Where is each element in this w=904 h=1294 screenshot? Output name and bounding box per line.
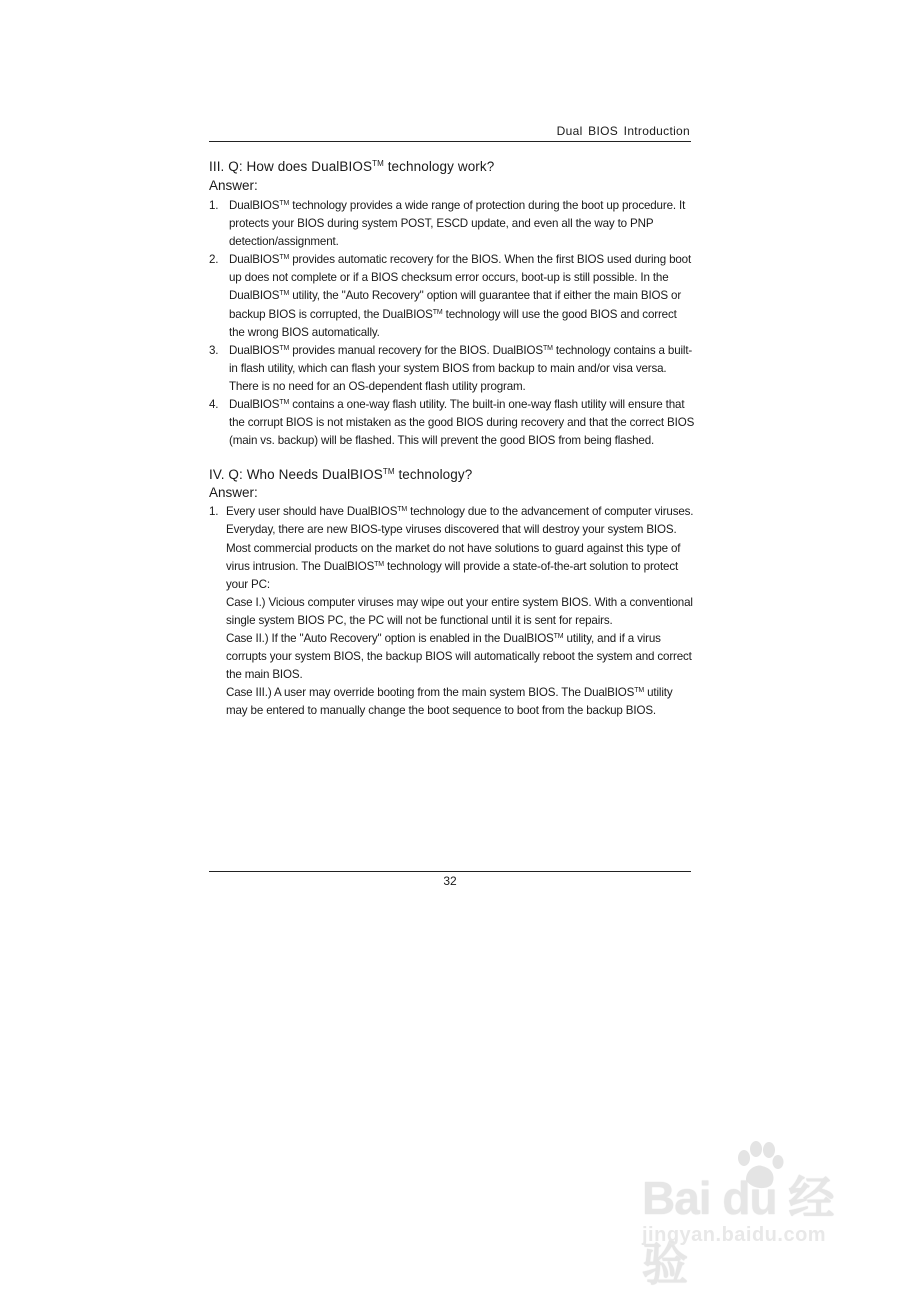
case-2-paragraph: Case II.) If the "Auto Recovery" option is enabled in the DualBIOS™ utility, and if a virus corrupts your system BIOS, the backup BIOS will automatically reboot the system and correct the main BIOS. xyxy=(226,631,692,682)
list-item: 2. DualBIOS™ provides automatic recovery for the BIOS. When the first BIOS used during boot up does not complete or if a BIOS checksum error occurs, boot-up is still possible. In the DualBIOS™ utility, the "Auto Recovery" option will guarantee that if either the main BIOS or backup BIOS is corrupted, the DualBIOS™ technology will use the good BIOS and correct the wrong BIOS automatically. xyxy=(209,253,692,339)
list-item: 3. DualBIOS™ provides manual recovery for the BIOS. DualBIOS™ technology contains a built-in flash utility, which can flash your system BIOS from backup to main and/or visa versa. There is no need for an OS-dependent flash utility program. xyxy=(209,343,693,393)
section-4-answer-list xyxy=(209,503,695,720)
case-3-paragraph: Case III.) A user may override booting from the main system BIOS. The DualBIOS™ utility may be entered to manually change the boot sequence to boot from the backup BIOS. xyxy=(226,686,673,718)
paragraph: Every user should have DualBIOS™ technology due to the advancement of computer viruses. xyxy=(226,505,694,519)
section-3-answer-list xyxy=(209,197,695,450)
section-3-title: III. Q: How does DualBIOS™ technology work? xyxy=(209,159,495,174)
list-item xyxy=(209,503,695,720)
watermark-url: jingyan.baidu.com xyxy=(642,1224,827,1246)
list-item-number: 1. xyxy=(209,199,219,212)
list-item-number: 3. xyxy=(209,343,219,357)
watermark-brand: Bai du 经验 xyxy=(642,1172,834,1290)
paragraph: Everyday, there are new BIOS-type viruses discovered that will destroy your system BIOS. Most commercial products on the market do not have solutions to guard against this type of virus intrusion. The DualBIOS™ technology will provide a state-of-the-art solution to protect your PC: xyxy=(226,523,681,591)
list-item-number: 1. xyxy=(209,505,219,519)
footer-rule xyxy=(209,871,691,872)
section-4-title: IV. Q: Who Needs DualBIOS™ technology? xyxy=(209,467,473,483)
list-item: 1. DualBIOS™ technology provides a wide range of protection during the boot up procedure. It protects your BIOS during system POST, ESCD update, and even all the way to PNP detection/assignment. xyxy=(209,199,686,249)
list-item: 4. DualBIOS™ contains a one-way flash utility. The built-in one-way flash utility will ensure that the corrupt BIOS is not mistaken as the good BIOS during recovery and that the correct BIOS (main vs. backup) will be flashed. This will prevent the good BIOS from being flashed. xyxy=(209,398,695,448)
case-1-paragraph: Case I.) Vicious computer viruses may wipe out your entire system BIOS. With a conventional single system BIOS PC, the PC will not be functional until it is sent for repairs. xyxy=(226,595,693,627)
section-4-answer-label: Answer: xyxy=(209,485,258,501)
header-rule xyxy=(209,141,691,142)
running-header: Dual BIOS Introduction xyxy=(556,124,690,138)
baidu-watermark xyxy=(640,1140,860,1290)
page-content xyxy=(209,150,695,720)
list-item-number: 4. xyxy=(209,398,219,412)
page-number: 32 xyxy=(443,874,457,888)
list-item-number: 2. xyxy=(209,253,219,267)
section-3-answer-label: Answer: xyxy=(209,178,258,193)
